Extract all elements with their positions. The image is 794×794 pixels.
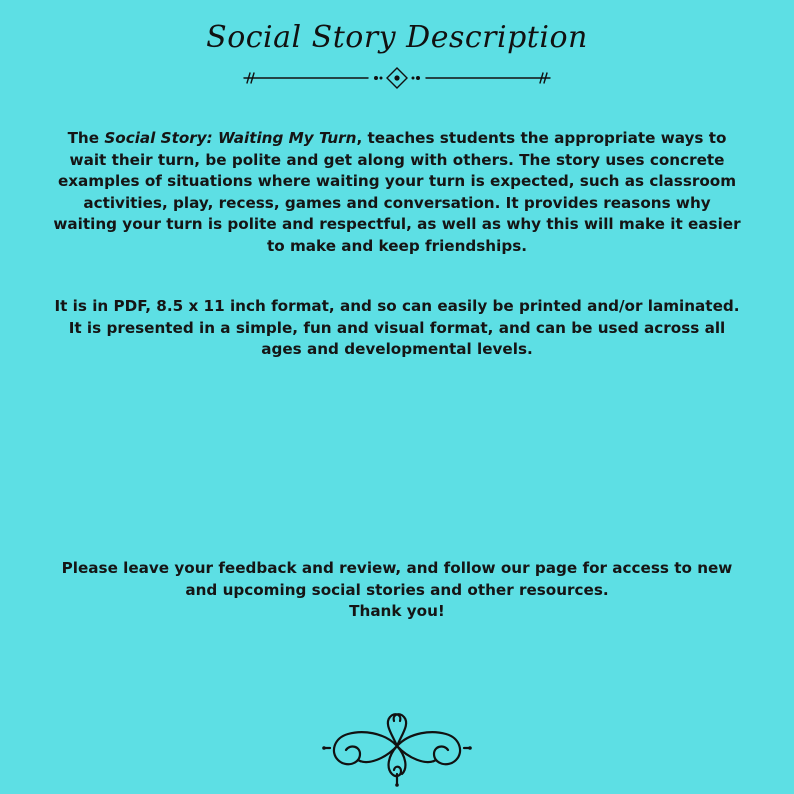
scroll-ornament-icon (322, 708, 472, 788)
format-paragraph: It is in PDF, 8.5 x 11 inch format, and so can easily be printed and/or laminated. It is presented in a simple, fun and visual format, and can be used across all ages and developmental levels. (54, 297, 740, 358)
description-body: , teaches students the appropriate ways to wait their turn, be polite and get along with others. The story uses concrete examples of situations where waiting your turn is expected, such as classroom activities, play, recess, games and conversation. It provides reasons why waiting your turn is polite and respectful, as well as why this will make it easier to make and keep friendships. (53, 129, 741, 255)
thanks-text: Thank you! (349, 602, 445, 620)
description-intro: The (67, 129, 105, 147)
page-title: Social Story Description (206, 20, 588, 55)
flourish-divider-icon (240, 64, 554, 92)
story-title: Social Story: Waiting My Turn (104, 129, 357, 147)
closing-paragraph (50, 558, 744, 623)
description-paragraph (50, 128, 744, 257)
closing-text: Please leave your feedback and review, and follow our page for access to new and upcoming social stories and other resources. (61, 559, 733, 599)
